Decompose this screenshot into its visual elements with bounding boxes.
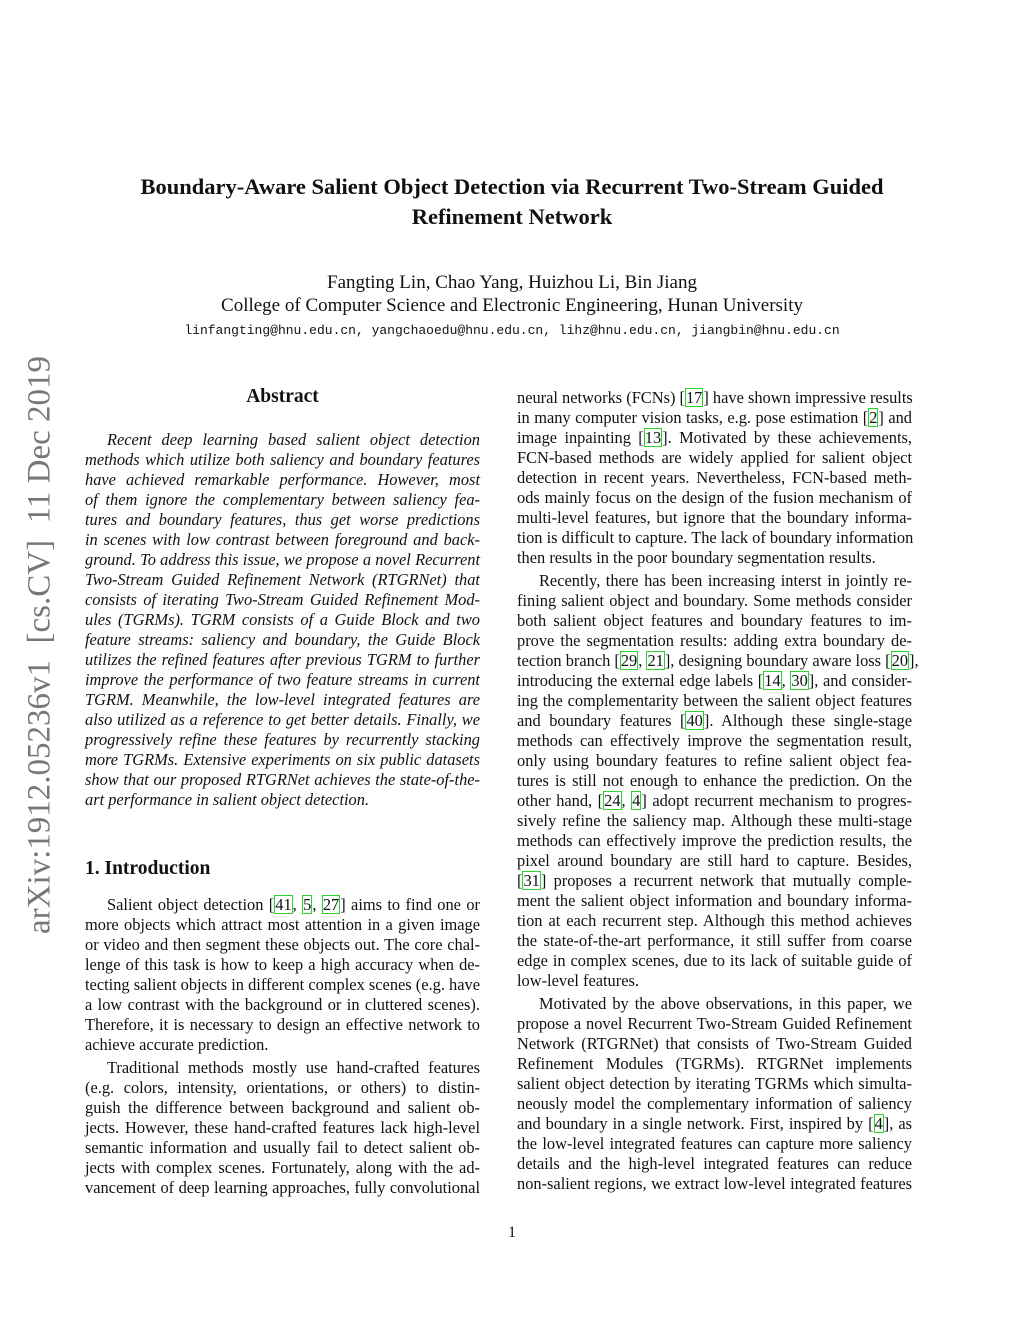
text-line: have achieved remarkable performance. However, most [85, 470, 480, 489]
text-line: multi-level features, but ignore that the boundary informa- [517, 508, 912, 527]
text-line: salient object detection by iterating TGRMs which simulta- [517, 1074, 912, 1093]
text-line: Two-Stream Guided Refinement Network (RTGRNet) that [85, 570, 480, 589]
abstract-heading: Abstract [246, 386, 319, 407]
text-line: ground. To address this issue, we propose a novel Recurrent [85, 550, 480, 569]
text-line: tures and boundary features, thus get worse predictions [85, 510, 480, 529]
citation-link[interactable]: 2 [869, 408, 878, 427]
text-line: details and the high-level integrated features can reduce [517, 1154, 912, 1173]
text-line: low-level features. [517, 971, 639, 990]
text-line: methods can effectively improve the segmentation result, [517, 731, 912, 750]
text-line: more objects which attract most attention in a given image [85, 915, 480, 934]
text-line: ods mainly focus on the design of the fusion mechanism of [517, 488, 912, 507]
text-line: vancement of deep learning approaches, fully convolutional [85, 1178, 480, 1197]
text-line: in many computer vision tasks, e.g. pose estimation [2] and [517, 408, 912, 427]
text-line: introducing the external edge labels [14, 30], and consider- [517, 671, 912, 690]
citation-link[interactable]: 41 [275, 895, 292, 914]
text-line: art performance in salient object detection. [85, 790, 370, 809]
text-line: also utilized as a reference to get better details. Finally, we [85, 710, 480, 729]
text-line: progressively refine these features by recurrently stacking [85, 730, 480, 749]
text-line: in scenes with low contrast between foreground and back- [85, 530, 480, 549]
text-line: detection in recent years. Nevertheless, FCN-based meth- [517, 468, 912, 487]
abstract-body [85, 430, 480, 810]
text-line: (e.g. colors, intensity, orientations, or others) to distin- [85, 1078, 480, 1097]
text-line: methods which utilize both saliency and boundary features [85, 450, 480, 469]
paragraph [85, 1058, 480, 1198]
text-line: both salient object features and boundary features to im- [517, 611, 912, 630]
text-line: Refinement Modules (TGRMs). RTGRNet implements [517, 1054, 912, 1073]
citation-link[interactable]: 17 [685, 388, 703, 407]
text-line: tecting salient objects in different complex scenes (e.g. have [85, 975, 480, 994]
text-line: feature streams: saliency and boundary, the Guide Block [85, 630, 480, 649]
text-line: neously model the complementary information of saliency [517, 1094, 912, 1113]
text-line: more TGRMs. Extensive experiments on six public datasets [85, 750, 480, 769]
text-line: TGRM. Meanwhile, the low-level integrated features are [85, 690, 480, 709]
text-line: other hand, [24, 4] adopt recurrent mechanism to progres- [517, 791, 912, 810]
text-line: ules (TGRMs). TGRM consists of a Guide Block and two [85, 610, 480, 629]
text-line: Network (RTGRNet) that consists of Two-Stream Guided [517, 1034, 912, 1053]
text-line: edge in complex scenes, due to its lack of suitable guide of [517, 951, 912, 970]
paragraph [517, 994, 912, 1194]
text-line: lenge of this task is how to keep a high accuracy when de- [85, 955, 480, 974]
citation-link[interactable]: 31 [523, 871, 540, 890]
text-line: tion at each recurrent step. Although this method achieves [517, 911, 912, 930]
paragraph [85, 430, 480, 810]
section-heading-introduction: 1. Introduction [85, 858, 211, 879]
author-block [0, 271, 1024, 317]
text-line: ment the salient object information and boundary informa- [517, 891, 912, 910]
text-line: jects with complex scenes. Fortunately, along with the ad- [85, 1158, 480, 1177]
text-line: consists of iterating Two-Stream Guided Refinement Mod- [85, 590, 480, 609]
text-line: fining salient object and boundary. Some methods consider [517, 591, 912, 610]
page-number: 1 [508, 1224, 516, 1241]
paragraph [517, 388, 912, 568]
text-line: Therefore, it is necessary to design an effective network to [85, 1015, 480, 1034]
citation-link[interactable]: 24 [604, 791, 621, 810]
citation-link[interactable]: 30 [791, 671, 808, 690]
author-names: Fangting Lin, Chao Yang, Huizhou Li, Bin Jiang [327, 272, 697, 293]
citation-link[interactable]: 27 [322, 895, 340, 914]
citation-link[interactable]: 5 [303, 895, 312, 914]
text-line: tures is still not enough to enhance the prediction. On the [517, 771, 912, 790]
text-line: utilizes the refined features after previous TGRM to further [85, 650, 480, 669]
citation-link[interactable]: 40 [686, 711, 703, 730]
text-line: non-salient regions, we extract low-level integrated features [517, 1174, 912, 1193]
citation-link[interactable]: 21 [647, 651, 664, 670]
text-line: [31] proposes a recurrent network that mutually comple- [517, 871, 912, 890]
text-line: Motivated by the above observations, in this paper, we [539, 994, 912, 1013]
citation-link[interactable]: 4 [874, 1114, 883, 1133]
text-line: improve the performance of two feature streams in current [85, 670, 480, 689]
text-line: and boundary features [40]. Although these single-stage [517, 711, 912, 730]
text-line: FCN-based methods are widely applied for salient object [517, 448, 912, 467]
citation-link[interactable]: 14 [764, 671, 781, 690]
text-line: Recently, there has been increasing interst in jointly re- [539, 571, 912, 590]
author-emails: linfangting@hnu.edu.cn, yangchaoedu@hnu.edu.cn, lihz@hnu.edu.cn, jiangbin@hnu.edu.cn [184, 323, 840, 338]
text-line: a low contrast with the background or in cluttered scenes). [85, 995, 480, 1014]
citation-link[interactable]: 29 [620, 651, 638, 670]
citation-link[interactable]: 20 [891, 651, 909, 670]
text-line: tion is difficult to capture. The lack of boundary information [517, 528, 914, 547]
left-column [85, 385, 480, 1201]
text-line: show that our proposed RTGRNet achieves the state-of-the- [85, 770, 480, 789]
citation-link[interactable]: 13 [644, 428, 662, 447]
introduction-left-text [85, 895, 480, 1198]
text-line: jects. However, these hand-crafted features lack high-level [85, 1118, 480, 1137]
text-line: methods can effectively improve the prediction results, the [517, 831, 912, 850]
text-line: pixel around boundary are still hard to capture. Besides, [517, 851, 912, 870]
text-line: guish the difference between background and salient ob- [85, 1098, 480, 1117]
text-line: and boundary in a single network. First, inspired by [4], as [517, 1114, 912, 1133]
title-line-2: Refinement Network [411, 204, 613, 229]
text-line: the state-of-the-art performance, it still suffer from coarse [517, 931, 912, 950]
paper-title [0, 172, 1024, 232]
paragraph [85, 895, 480, 1055]
text-line: ing the complementarity between the salient object features [517, 691, 912, 710]
text-line: then results in the poor boundary segmentation results. [517, 548, 876, 567]
affiliation: College of Computer Science and Electronic Engineering, Hunan University [221, 295, 803, 316]
title-line-1: Boundary-Aware Salient Object Detection via Recurrent Two-Stream Guided [140, 174, 884, 199]
right-column [517, 388, 919, 1197]
paragraph [517, 571, 919, 991]
text-line: image inpainting [13]. Motivated by these achievements, [517, 428, 913, 447]
text-line: neural networks (FCNs) [17] have shown impressive results [517, 388, 913, 407]
text-line: propose a novel Recurrent Two-Stream Guided Refinement [517, 1014, 912, 1033]
text-line: or video and then segment these objects out. The core chal- [85, 935, 480, 954]
text-line: the low-level integrated features can capture more saliency [517, 1134, 912, 1153]
arxiv-identifier-stamp: arXiv:1912.05236v1 [cs.CV] 11 Dec 2019 [21, 355, 58, 935]
text-line: Traditional methods mostly use hand-crafted features [107, 1058, 480, 1077]
text-line: Salient object detection [41, 5, 27] aims to find one or [107, 895, 480, 914]
text-line: sively refine the saliency map. Although these multi-stage [517, 811, 912, 830]
citation-link[interactable]: 4 [632, 791, 641, 810]
text-line: Recent deep learning based salient object detection [107, 430, 480, 449]
text-line: only using boundary features to refine salient object fea- [517, 751, 912, 770]
text-line: prove the segmentation results: adding extra boundary de- [517, 631, 912, 650]
introduction-right-text [517, 388, 919, 1194]
text-line: tection branch [29, 21], designing boundary aware loss [20], [517, 651, 919, 670]
text-line: of them ignore the complementary between saliency fea- [85, 490, 480, 509]
text-line: achieve accurate prediction. [85, 1035, 269, 1054]
text-line: semantic information and usually fail to detect salient ob- [85, 1138, 480, 1157]
